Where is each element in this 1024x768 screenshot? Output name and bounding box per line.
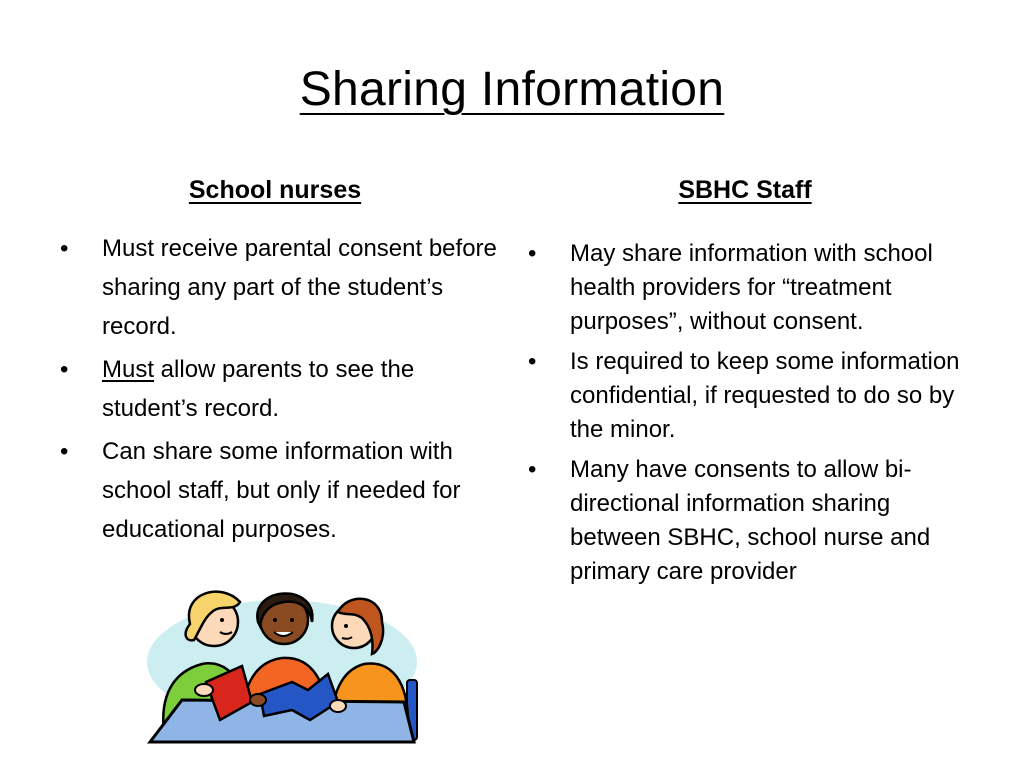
list-item — [528, 453, 978, 589]
list-item — [60, 229, 500, 346]
bullet-icon: • — [60, 438, 69, 465]
school-nurses-list — [60, 229, 500, 553]
bullet-icon: • — [528, 456, 537, 483]
bullet-text: May share information with school health providers for “treatment purposes”, without consent. — [570, 240, 933, 335]
bullet-icon: • — [528, 240, 537, 267]
bullet-text: allow parents to see the student’s record. — [102, 356, 415, 422]
list-item — [528, 345, 978, 447]
bullet-text: Can share some information with school staff, but only if needed for educational purposes. — [102, 438, 461, 543]
students-reading-clipart-icon — [142, 582, 432, 748]
bullet-text: Must receive parental consent before sharing any part of the student’s record. — [102, 235, 497, 340]
school-nurses-heading: School nurses — [188, 176, 362, 204]
list-item — [60, 350, 500, 428]
bullet-text: Is required to keep some information confidential, if requested to do so by the minor. — [570, 348, 960, 443]
slide-title: Sharing Information — [299, 63, 725, 116]
bullet-icon: • — [60, 235, 69, 262]
list-item — [528, 237, 978, 339]
sbhc-staff-heading: SBHC Staff — [678, 176, 812, 204]
bullet-icon: • — [60, 356, 69, 383]
bullet-text: Many have consents to allow bi-directional information sharing between SBHC, school nurse and primary care provider — [570, 456, 931, 585]
sbhc-staff-list — [528, 237, 978, 595]
list-item — [60, 432, 500, 549]
bullet-icon: • — [528, 348, 537, 375]
emphasis-text: Must — [102, 356, 155, 383]
